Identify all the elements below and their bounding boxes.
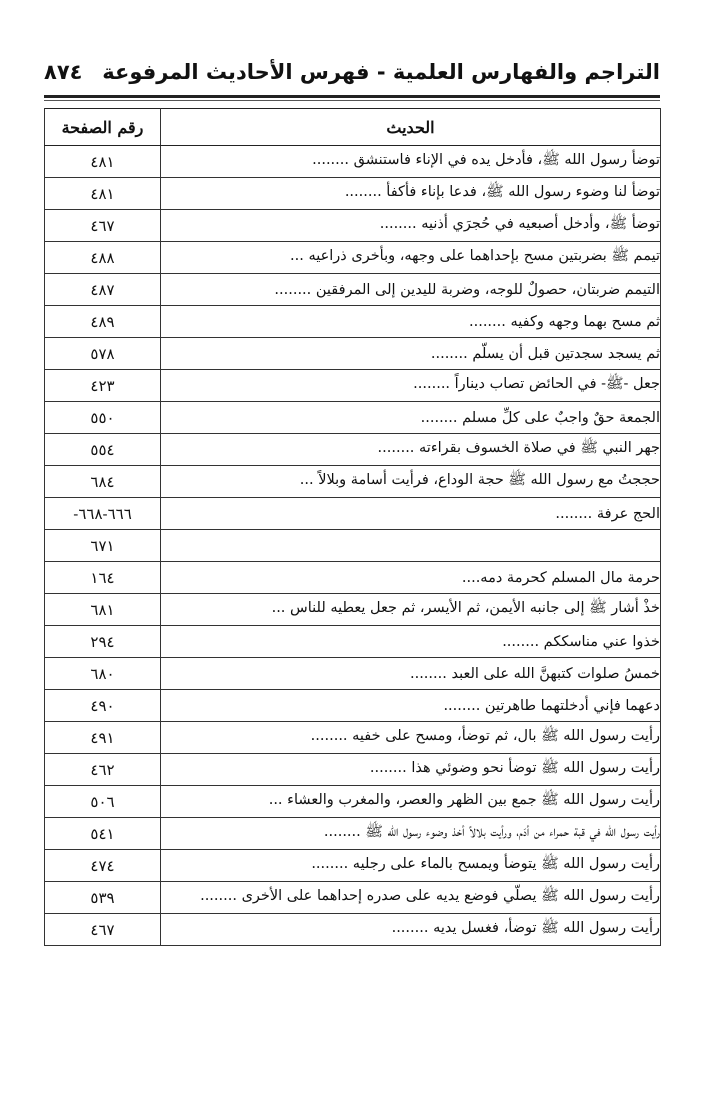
page-reference: ٥٠٦ xyxy=(45,786,161,818)
table-row xyxy=(45,530,661,562)
page-reference: ٦٨٠ xyxy=(45,658,161,690)
hadith-text: ثم يسجد سجدتين قبل أن يسلّم ........ xyxy=(161,338,661,370)
table-row xyxy=(45,274,661,306)
table-row xyxy=(45,146,661,178)
hadith-column-header: الحديث xyxy=(161,109,661,146)
table-row xyxy=(45,562,661,594)
table-row xyxy=(45,242,661,274)
table-row xyxy=(45,306,661,338)
hadith-text: خذوا عني مناسككم ........ xyxy=(161,626,661,658)
hadith-text: رأيت رسول الله ﷺ يصلّي فوضع يديه على صدره إحداهما على الأخرى ........ xyxy=(161,882,661,914)
table-row xyxy=(45,210,661,242)
table-row xyxy=(45,370,661,402)
page-reference: ٤٦٢ xyxy=(45,754,161,786)
page-reference: ٤٦٧ xyxy=(45,210,161,242)
page-reference: ٤٢٣ xyxy=(45,370,161,402)
page-reference: ٤٨٩ xyxy=(45,306,161,338)
table-row xyxy=(45,178,661,210)
hadith-text: توضأ ﷺ، وأدخل أصبعيه في حُجرَي أذنيه ........ xyxy=(161,210,661,242)
hadith-text: التيمم ضربتان، حصولٌ للوجه، وضربة لليدين إلى المرفقين ........ xyxy=(161,274,661,306)
hadith-text: رأيت رسول الله ﷺ جمع بين الظهر والعصر، والمغرب والعشاء ... xyxy=(161,786,661,818)
hadith-text: توضأ لنا وضوء رسول الله ﷺ، فدعا بإناء فأكفأ ........ xyxy=(161,178,661,210)
table-row xyxy=(45,690,661,722)
table-row xyxy=(45,914,661,946)
hadith-text: رأيت رسول الله ﷺ يتوضأ ويمسح بالماء على رجليه ........ xyxy=(161,850,661,882)
page-reference: ٥٣٩ xyxy=(45,882,161,914)
table-row xyxy=(45,754,661,786)
table-row xyxy=(45,402,661,434)
hadith-text: دعهما فإني أدخلتهما طاهرتين ........ xyxy=(161,690,661,722)
page-reference: ٤٨١ xyxy=(45,178,161,210)
page-reference: ٤٩٠ xyxy=(45,690,161,722)
hadith-text xyxy=(161,530,661,562)
hadith-text: خمسُ صلوات كتبهنَّ الله على العبد ........ xyxy=(161,658,661,690)
page-reference: ٢٩٤ xyxy=(45,626,161,658)
page-reference: ٦٧١ xyxy=(45,530,161,562)
table-row xyxy=(45,434,661,466)
table-row xyxy=(45,626,661,658)
page-reference: ٥٧٨ xyxy=(45,338,161,370)
page-reference: ٤٨٧ xyxy=(45,274,161,306)
hadith-text: الجمعة حقٌ واجبٌ على كلِّ مسلم ........ xyxy=(161,402,661,434)
hadith-index-table xyxy=(44,108,661,946)
page-header xyxy=(44,58,660,92)
table-row xyxy=(45,882,661,914)
page-reference: ٦٨٤ xyxy=(45,466,161,498)
page-number: ٨٧٤ xyxy=(44,60,83,84)
table-row xyxy=(45,786,661,818)
page-column-header: رقم الصفحة xyxy=(45,109,161,146)
page-reference: ٦٦٦-٦٦٨- xyxy=(45,498,161,530)
page-reference: ٦٨١ xyxy=(45,594,161,626)
page-reference: ٤٧٤ xyxy=(45,850,161,882)
header-rule-thick xyxy=(44,95,660,98)
table-row xyxy=(45,818,661,850)
table-row xyxy=(45,338,661,370)
hadith-text: رأيت رسول الله ﷺ توضأ، فغسل يديه ........ xyxy=(161,914,661,946)
running-title: التراجم والفهارس العلمية - فهرس الأحاديث المرفوعة xyxy=(102,60,660,84)
table-row xyxy=(45,658,661,690)
hadith-text: حججتُ مع رسول الله ﷺ حجة الوداع، فرأيت أسامة وبلالاً ... xyxy=(161,466,661,498)
page-reference: ١٦٤ xyxy=(45,562,161,594)
hadith-text: الحج عرفة ........ xyxy=(161,498,661,530)
hadith-text: رأيت رسول الله ﷺ توضأ نحو وضوئي هذا ........ xyxy=(161,754,661,786)
page-reference: ٤٨٨ xyxy=(45,242,161,274)
hadith-text: جعل -ﷺ- في الحائض تصاب ديناراً ........ xyxy=(161,370,661,402)
page-reference: ٤٩١ xyxy=(45,722,161,754)
page-reference: ٤٨١ xyxy=(45,146,161,178)
table-header-row xyxy=(45,109,661,146)
hadith-text: رأيت رسول الله ﷺ بال، ثم توضأ، ومسح على خفيه ........ xyxy=(161,722,661,754)
table-row xyxy=(45,498,661,530)
table-row xyxy=(45,850,661,882)
header-rule-thin xyxy=(44,100,660,101)
page-reference: ٥٥٠ xyxy=(45,402,161,434)
hadith-text: تيمم ﷺ بضربتين مسح بإحداهما على وجهه، وبأخرى ذراعيه ... xyxy=(161,242,661,274)
table-row xyxy=(45,594,661,626)
hadith-text: حرمة مال المسلم كحرمة دمه.... xyxy=(161,562,661,594)
table-row xyxy=(45,466,661,498)
hadith-text: جهر النبي ﷺ في صلاة الخسوف بقراءته ........ xyxy=(161,434,661,466)
hadith-text: خذْ أشار ﷺ إلى جانبه الأيمن، ثم الأيسر، ثم جعل يعطيه للناس ... xyxy=(161,594,661,626)
table-row xyxy=(45,722,661,754)
hadith-text: توضأ رسول الله ﷺ، فأدخل يده في الإناء فاستنشق ........ xyxy=(161,146,661,178)
hadith-text: ثم مسح بهما وجهه وكفيه ........ xyxy=(161,306,661,338)
page-reference: ٥٤١ xyxy=(45,818,161,850)
page-reference: ٥٥٤ xyxy=(45,434,161,466)
hadith-text: رأيت رسول الله في قبة حمراء من أدَم، ورأيت بلالاً أخذ وضوء رسول الله ﷺ ........ xyxy=(161,818,661,850)
page-reference: ٤٦٧ xyxy=(45,914,161,946)
